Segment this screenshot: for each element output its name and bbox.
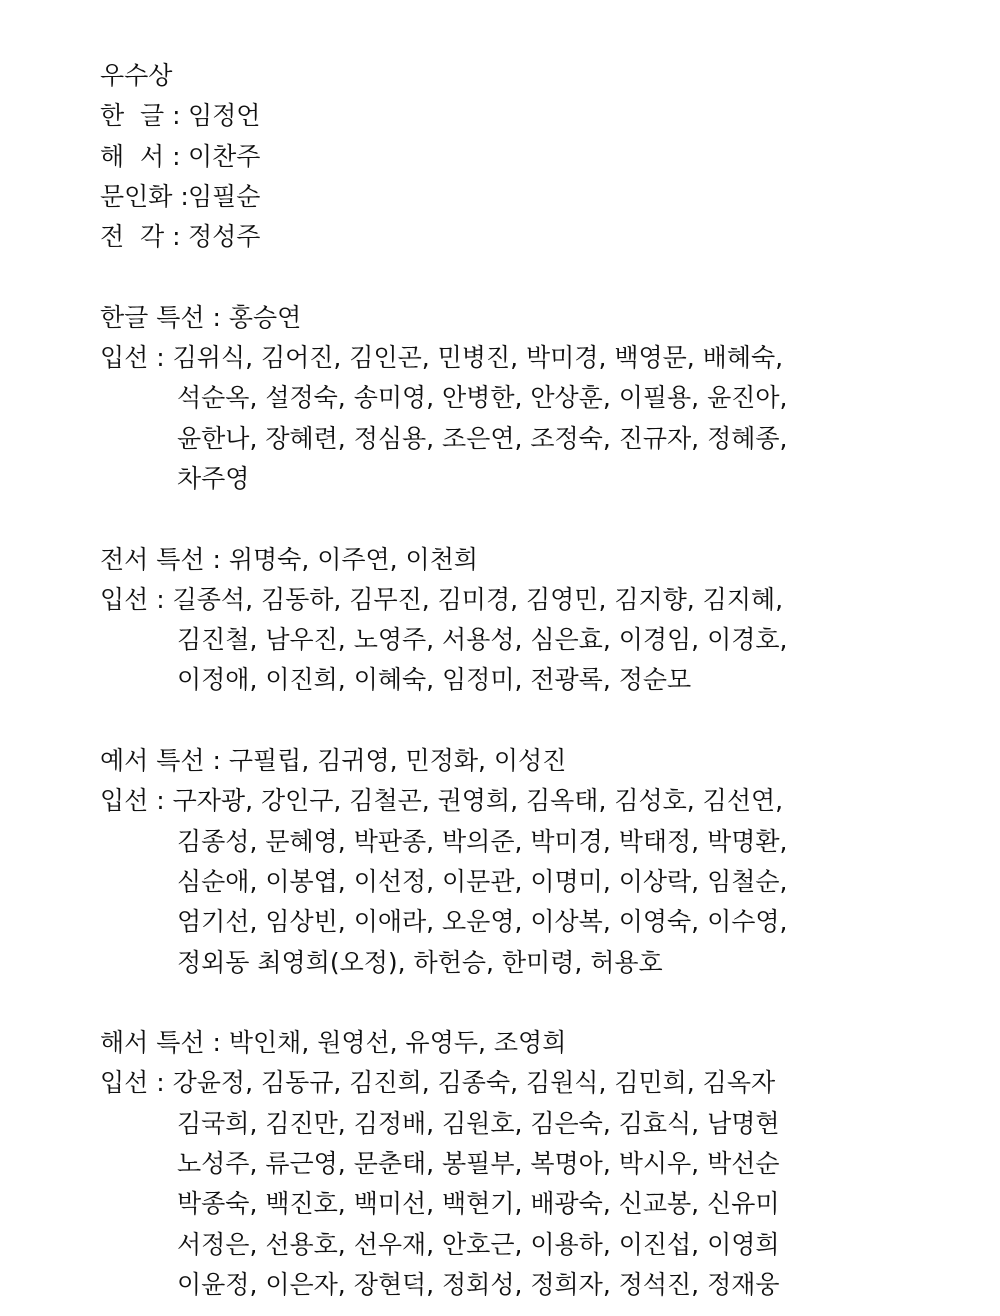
hangul-special: 한글 특선 : 홍승연: [100, 302, 302, 332]
category-label: 전 각 :: [100, 222, 189, 252]
haeseo-selected-line: 서정은, 선용호, 선우재, 안호근, 이용하, 이진섭, 이영희: [177, 1229, 780, 1259]
excellence-row: [100, 96, 960, 136]
yeseo-selected-line: 정외동 최영희(오정), 하헌승, 한미령, 허용호: [177, 947, 663, 977]
haeseo-selected-line: 이윤정, 이은자, 장현덕, 정회성, 정희자, 정석진, 정재웅: [177, 1269, 780, 1299]
category-label: 해 서 :: [100, 141, 189, 171]
yeseo-selected-line: 입선 : 구자광, 강인구, 김철곤, 권영희, 김옥태, 김성호, 김선연,: [100, 786, 784, 816]
excellence-row: [100, 137, 960, 177]
section-gap: [100, 257, 960, 297]
hangul-selected-line: 입선 : 김위식, 김어진, 김인곤, 민병진, 박미경, 백영문, 배혜숙,: [100, 343, 784, 373]
excellence-row: [100, 217, 960, 257]
section-gap: [100, 499, 960, 539]
haeseo-selected-line: 김국희, 김진만, 김정배, 김원호, 김은숙, 김효식, 남명현: [177, 1108, 780, 1138]
winner-name: 임정언: [188, 101, 261, 131]
hangul-selected-line: 차주영: [177, 463, 250, 493]
winner-name: 정성주: [188, 222, 261, 252]
jeonseo-selected-line: 김진철, 남우진, 노영주, 서용성, 심은효, 이경임, 이경호,: [177, 625, 788, 655]
jeonseo-selected-line: 입선 : 길종석, 김동하, 김무진, 김미경, 김영민, 김지향, 김지혜,: [100, 584, 784, 614]
category-label: 문인화 :: [100, 181, 197, 211]
yeseo-special: 예서 특선 : 구필립, 김귀영, 민정화, 이성진: [100, 746, 567, 776]
jeonseo-selected-line: 이정애, 이진희, 이혜숙, 임정미, 전광록, 정순모: [177, 665, 692, 695]
haeseo-selected-line: 노성주, 류근영, 문춘태, 봉필부, 복명아, 박시우, 박선순: [177, 1149, 780, 1179]
jeonseo-special: 전서 특선 : 위명숙, 이주연, 이천희: [100, 544, 479, 574]
category-label: 한 글 :: [100, 101, 189, 131]
yeseo-selected-line: 심순애, 이봉엽, 이선정, 이문관, 이명미, 이상락, 임철순,: [177, 866, 788, 896]
excellence-heading: 우수상: [100, 61, 173, 90]
haeseo-special: 해서 특선 : 박인채, 원영선, 유영두, 조영희: [100, 1028, 567, 1058]
haeseo-selected-line: 입선 : 강윤정, 김동규, 김진희, 김종숙, 김원식, 김민희, 김옥자: [100, 1068, 776, 1098]
yeseo-selected-line: 김종성, 문혜영, 박판종, 박의준, 박미경, 박태정, 박명환,: [177, 826, 788, 856]
excellence-row: [100, 177, 960, 217]
document-page: [100, 56, 960, 1305]
yeseo-selected-line: 엄기선, 임상빈, 이애라, 오운영, 이상복, 이영숙, 이수영,: [177, 907, 788, 937]
haeseo-selected-line: 박종숙, 백진호, 백미선, 백현기, 배광숙, 신교봉, 신유미: [177, 1189, 780, 1219]
section-gap: [100, 701, 960, 741]
winner-name: 임필순: [188, 181, 261, 211]
section-gap: [100, 983, 960, 1023]
hangul-selected-line: 윤한나, 장혜련, 정심용, 조은연, 조정숙, 진규자, 정혜종,: [177, 423, 788, 453]
winner-name: 이찬주: [188, 141, 261, 171]
hangul-selected-line: 석순옥, 설정숙, 송미영, 안병한, 안상훈, 이필용, 윤진아,: [177, 383, 788, 413]
